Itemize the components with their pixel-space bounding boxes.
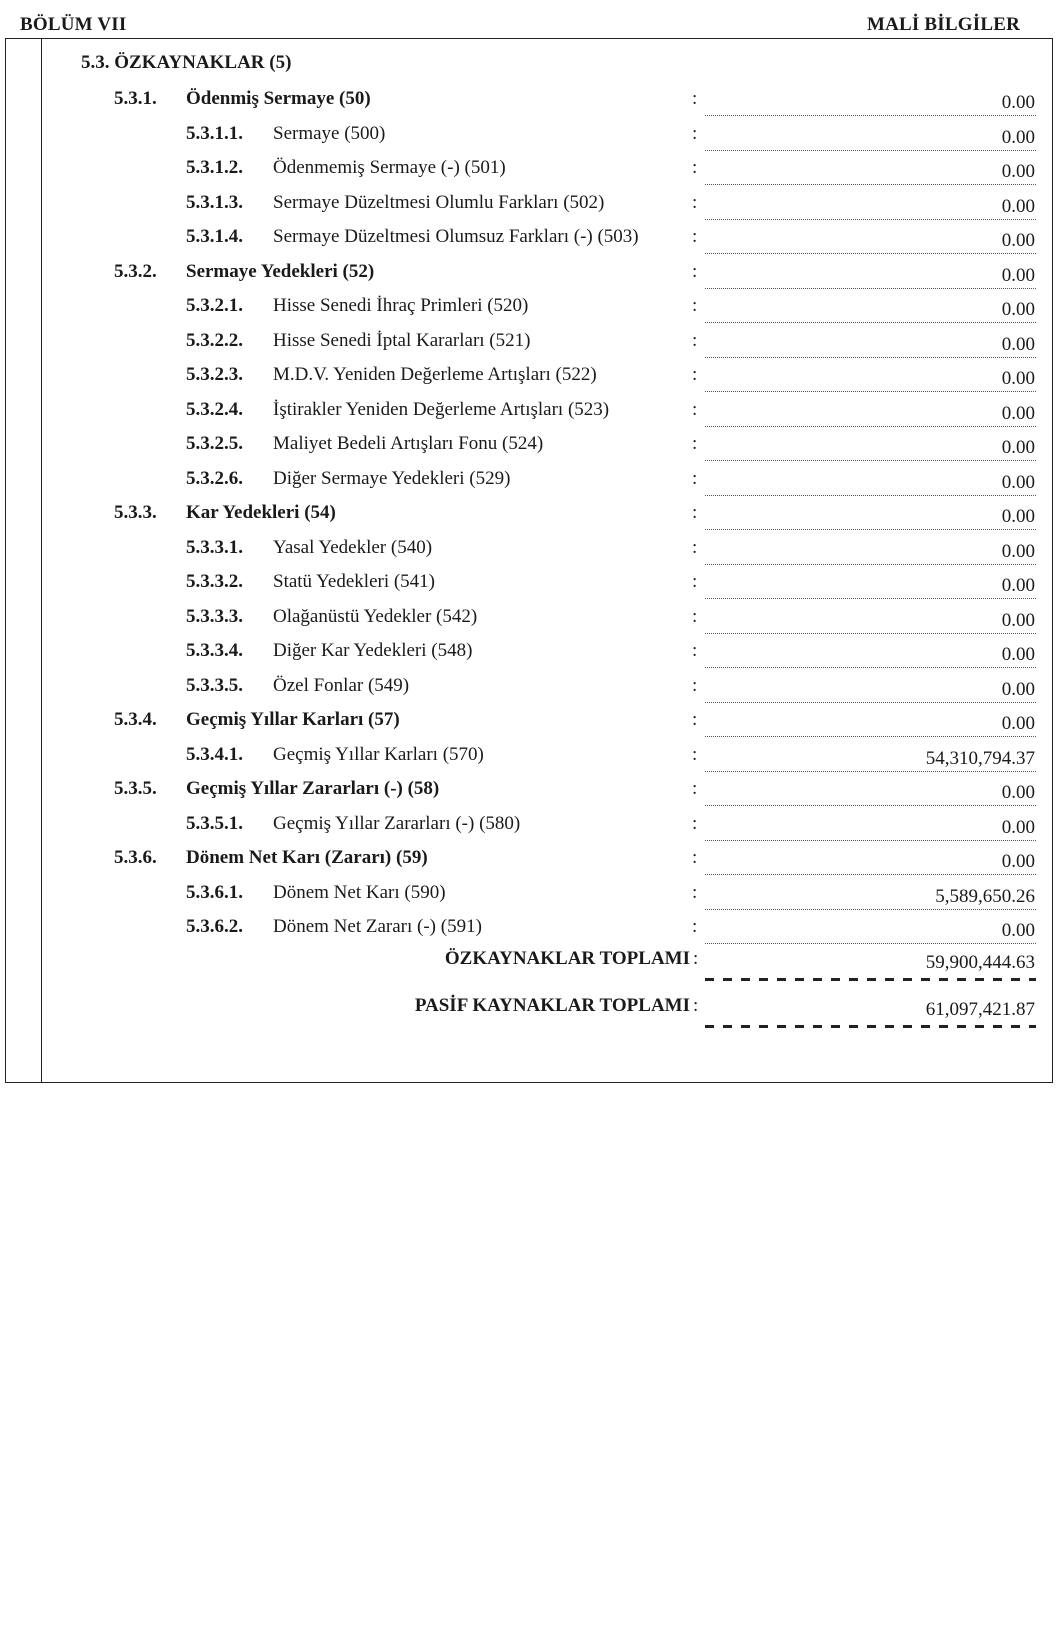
table-row (0, 809, 1056, 845)
row-colon: : (692, 329, 698, 351)
row-code: 5.3.3.4. (186, 640, 243, 661)
dotted-leader (705, 909, 1036, 910)
dotted-leader (705, 805, 1036, 806)
table-row (0, 119, 1056, 155)
table-row (0, 602, 1056, 638)
dotted-leader (705, 288, 1036, 289)
table-row (0, 257, 1056, 293)
row-label: Hisse Senedi İhraç Primleri (520) (273, 295, 529, 316)
row-colon: : (692, 916, 698, 937)
dotted-leader (705, 150, 1036, 151)
row-value: 0.00 (1001, 540, 1035, 562)
row-code: 5.3.1.4. (186, 226, 243, 247)
row-code: 5.3.1.2. (186, 157, 243, 178)
row-label: Maliyet Bedeli Artışları Fonu (524) (273, 433, 544, 454)
row-code: 5.3.6.2. (186, 916, 243, 937)
row-value: 0.00 (1001, 713, 1035, 734)
row-value: 0.00 (1001, 333, 1035, 355)
row-colon: : (692, 88, 698, 109)
row-value: 0.00 (1001, 678, 1035, 700)
row-code: 5.3.1.3. (186, 191, 243, 213)
table-row (0, 774, 1056, 810)
row-value: 0.00 (1001, 299, 1035, 320)
row-label: Dönem Net Karı (590) (273, 881, 446, 903)
row-colon: : (692, 812, 698, 834)
row-colon: : (692, 605, 698, 627)
total-label: ÖZKAYNAKLAR TOPLAMI (444, 948, 690, 969)
row-value: 0.00 (1001, 92, 1035, 113)
table-row (0, 671, 1056, 707)
row-value: 0.00 (1001, 402, 1035, 424)
dotted-leader (705, 564, 1036, 565)
row-value: 0.00 (1001, 230, 1035, 251)
table-row (0, 84, 1056, 120)
total-colon: : (693, 995, 699, 1016)
row-label: Statü Yedekleri (541) (273, 571, 436, 592)
dashed-underline (705, 1025, 1036, 1028)
dotted-leader (705, 426, 1036, 427)
dotted-leader (705, 633, 1036, 634)
total-value: 59,900,444.63 (925, 952, 1035, 973)
row-colon: : (692, 295, 698, 316)
section-title: 5.3. ÖZKAYNAKLAR (5) (81, 52, 292, 73)
row-value: 0.00 (1001, 506, 1035, 527)
table-row (0, 912, 1056, 948)
row-colon: : (692, 260, 698, 282)
dotted-leader (705, 495, 1036, 496)
row-value: 0.00 (1001, 644, 1035, 665)
row-colon: : (692, 640, 698, 661)
total-value: 61,097,421.87 (925, 999, 1035, 1020)
row-code: 5.3.2.4. (186, 398, 243, 420)
row-value: 0.00 (1001, 161, 1035, 182)
row-colon: : (692, 398, 698, 420)
row-code: 5.3.2.5. (186, 433, 243, 454)
row-label: Kar Yedekleri (54) (186, 502, 336, 523)
row-value: 0.00 (1001, 609, 1035, 631)
table-row (0, 498, 1056, 534)
dotted-leader (705, 253, 1036, 254)
row-label: Ödenmemiş Sermaye (-) (501) (273, 157, 506, 178)
table-row (0, 326, 1056, 362)
table-row (0, 464, 1056, 500)
dotted-leader (705, 357, 1036, 358)
row-code: 5.3.6. (114, 847, 157, 868)
row-value: 0.00 (1001, 368, 1035, 389)
row-colon: : (692, 226, 698, 247)
table-row (0, 291, 1056, 327)
dashed-underline (705, 978, 1036, 981)
row-colon: : (692, 881, 698, 903)
liabilities-total-row (0, 991, 1056, 1031)
row-label: İştirakler Yeniden Değerleme Artışları (523) (273, 398, 610, 420)
row-code: 5.3.5. (114, 778, 157, 799)
row-label: Özel Fonlar (549) (273, 674, 410, 696)
row-label: Ödenmiş Sermaye (50) (186, 88, 371, 109)
row-colon: : (692, 536, 698, 558)
row-label: Geçmiş Yıllar Zararları (-) (580) (273, 812, 521, 834)
row-value: 0.00 (1001, 437, 1035, 458)
table-row (0, 705, 1056, 741)
row-value: 0.00 (1001, 126, 1035, 148)
dotted-leader (705, 771, 1036, 772)
row-code: 5.3.2.3. (186, 364, 243, 385)
row-colon: : (692, 571, 698, 592)
row-value: 0.00 (1001, 195, 1035, 217)
row-code: 5.3.3.5. (186, 674, 243, 696)
row-label: M.D.V. Yeniden Değerleme Artışları (522) (273, 364, 597, 385)
row-label: Geçmiş Yıllar Karları (57) (186, 709, 400, 730)
dotted-leader (705, 736, 1036, 737)
chapter-label: BÖLÜM VII (20, 14, 127, 35)
row-colon: : (692, 674, 698, 696)
row-label: Dönem Net Karı (Zararı) (59) (186, 847, 428, 868)
dotted-leader (705, 840, 1036, 841)
row-label: Geçmiş Yıllar Zararları (-) (58) (186, 778, 440, 799)
row-code: 5.3.3. (114, 502, 157, 523)
table-row (0, 153, 1056, 189)
row-colon: : (692, 157, 698, 178)
dotted-leader (705, 322, 1036, 323)
row-value: 0.00 (1001, 264, 1035, 286)
row-label: Sermaye Düzeltmesi Olumlu Farkları (502) (273, 191, 605, 213)
row-code: 5.3.5.1. (186, 812, 243, 834)
row-colon: : (692, 847, 698, 868)
dotted-leader (705, 115, 1036, 116)
row-value: 54,310,794.37 (925, 747, 1035, 769)
equity-total-row (0, 944, 1056, 984)
row-label: Diğer Sermaye Yedekleri (529) (273, 467, 511, 489)
row-code: 5.3.6.1. (186, 881, 243, 903)
dotted-leader (705, 874, 1036, 875)
row-code: 5.3.2.2. (186, 329, 243, 351)
table-row (0, 395, 1056, 431)
dotted-leader (705, 598, 1036, 599)
row-label: Sermaye Düzeltmesi Olumsuz Farkları (-) (503) (273, 226, 639, 247)
row-code: 5.3.3.3. (186, 605, 243, 627)
row-value: 0.00 (1001, 920, 1035, 941)
row-code: 5.3.3.2. (186, 571, 243, 592)
row-colon: : (692, 433, 698, 454)
row-colon: : (692, 743, 698, 765)
row-code: 5.3.4.1. (186, 743, 243, 765)
table-row (0, 567, 1056, 603)
row-code: 5.3.1. (114, 88, 157, 109)
row-label: Geçmiş Yıllar Karları (570) (273, 743, 484, 765)
dotted-leader (705, 529, 1036, 530)
dotted-leader (705, 702, 1036, 703)
total-label: PASİF KAYNAKLAR TOPLAMI (414, 995, 690, 1016)
table-row (0, 429, 1056, 465)
row-label: Yasal Yedekler (540) (273, 536, 433, 558)
row-label: Diğer Kar Yedekleri (548) (273, 640, 473, 661)
dotted-leader (705, 184, 1036, 185)
row-label: Sermaye Yedekleri (52) (186, 260, 375, 282)
row-value: 0.00 (1001, 851, 1035, 872)
row-value: 0.00 (1001, 816, 1035, 838)
row-colon: : (692, 502, 698, 523)
dotted-leader (705, 667, 1036, 668)
row-code: 5.3.2.1. (186, 295, 243, 316)
row-colon: : (692, 122, 698, 144)
row-colon: : (692, 364, 698, 385)
row-code: 5.3.1.1. (186, 122, 243, 144)
table-row (0, 222, 1056, 258)
table-row (0, 188, 1056, 224)
row-colon: : (692, 778, 698, 799)
dotted-leader (705, 391, 1036, 392)
row-code: 5.3.4. (114, 709, 157, 730)
section-heading: MALİ BİLGİLER (866, 14, 1020, 35)
table-row (0, 360, 1056, 396)
table-row (0, 843, 1056, 879)
row-colon: : (692, 191, 698, 213)
row-code: 5.3.2.6. (186, 467, 243, 489)
row-colon: : (692, 709, 698, 730)
row-label: Dönem Net Zararı (-) (591) (273, 916, 482, 937)
row-code: 5.3.3.1. (186, 536, 243, 558)
row-value: 0.00 (1001, 575, 1035, 596)
row-value: 0.00 (1001, 782, 1035, 803)
row-label: Sermaye (500) (273, 122, 386, 144)
table-row (0, 878, 1056, 914)
table-row (0, 740, 1056, 776)
table-row (0, 533, 1056, 569)
row-value: 5,589,650.26 (935, 885, 1035, 907)
row-label: Hisse Senedi İptal Kararları (521) (273, 329, 531, 351)
dotted-leader (705, 460, 1036, 461)
dotted-leader (705, 219, 1036, 220)
row-label: Olağanüstü Yedekler (542) (273, 605, 478, 627)
row-colon: : (692, 467, 698, 489)
row-value: 0.00 (1001, 471, 1035, 493)
row-code: 5.3.2. (114, 260, 157, 282)
total-colon: : (693, 948, 699, 969)
table-row (0, 636, 1056, 672)
